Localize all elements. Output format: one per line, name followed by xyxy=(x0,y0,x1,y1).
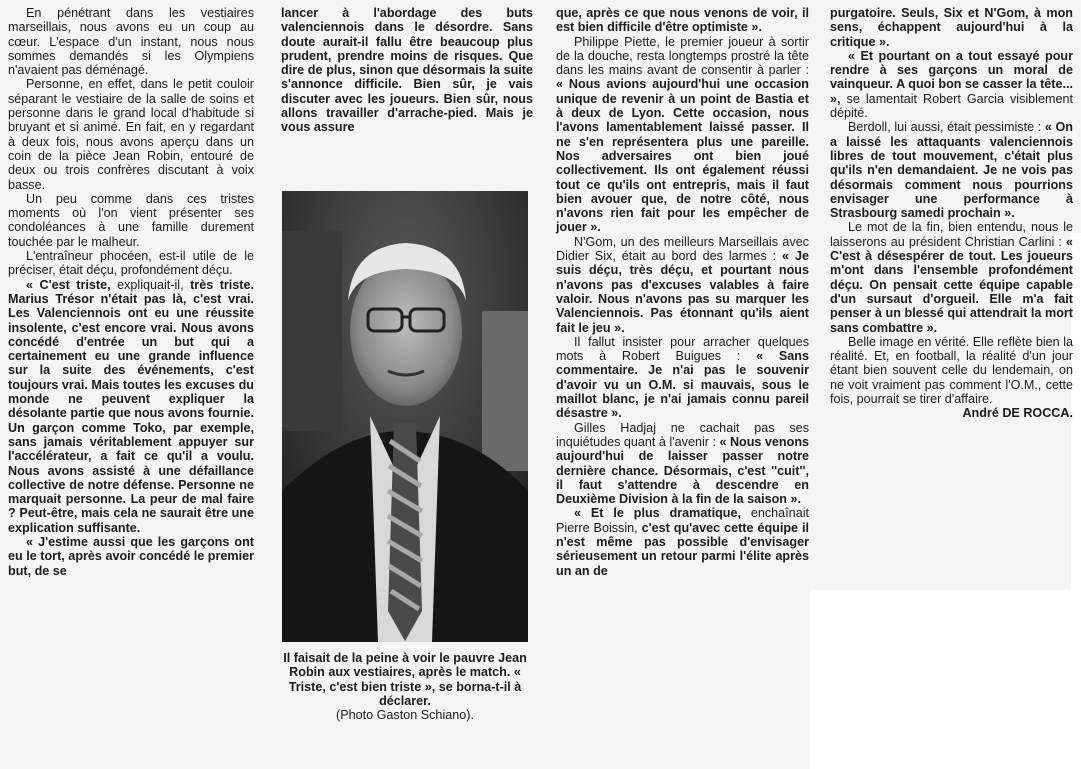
author-signature: André DE ROCCA. xyxy=(962,406,1073,421)
quote-text: « Nous avions aujourd'hui une occasion unique de revenir à un point de Bastia et à deux de Lyon. Cette occasion, nous l'avons lamentablement laissé passer. Il ne s'en représentera plus une pareille. Nos adversaires ont bien joué collectivement. Ils ont également réussi tout ce qu'ils ont entrepris, mais il faut bien avouer que, de notre côté, nous n'avons rien fait pour les empêcher de jouer ». xyxy=(556,77,809,235)
paragraph xyxy=(556,335,809,421)
quote-text: très triste. Marius Trésor n'était pas là, c'est vrai. Les Valenciennois ont eu une réussite insolente, c'est encore vrai. Nous avons concédé d'entrée un but qui a certainement eu une grande influence sur la suite des événements, c'est toujours vrai. Mais toutes les excuses du monde ne peuvent expliquer la désolante partie que nous avons fournie. Un garçon comme Toko, par exemple, sans jamais véritablement appuyer sur l'accélérateur, a fait ce qu'il a voulu. Nous avons assisté à une défaillance collective de notre défense. Personne ne marquait personne. La peur de mal faire ? Peut-être, mais cela ne saurait être une explication suffisante. xyxy=(8,277,254,535)
paragraph xyxy=(556,421,809,507)
body-text: Le mot de la fin, bien entendu, nous le laisserons au président Christian Carlini : xyxy=(830,220,1073,249)
paragraph xyxy=(281,6,533,135)
quote-text: lancer à l'abordage des buts valenciennois dans le désordre. Sans doute aurait-il fallu être beaucoup plus prudent, prendre moins de risques. Que dire de plus, sinon que désormais la suite s'annonce difficile. Bien sûr, je vais discuter avec les joueurs. Bien sûr, nous allons travailler d'arrache-pied. Mais je vous assure xyxy=(281,6,533,135)
quote-text: « C'est triste, xyxy=(26,277,111,292)
quote-text: « C'est à désespérer de tout. Les joueurs m'ont dans l'ensemble profondément déçu. On pensait cette équipe capable d'un sursaut d'orgueil. Elle m'a fait penser à un blessé qui attendrait la mort sans combattre ». xyxy=(830,234,1073,335)
article-column-3 xyxy=(556,6,809,578)
quote-text: purgatoire. Seuls, Six et N'Gom, à mon sens, échappent aujourd'hui à la critique ». xyxy=(830,6,1073,49)
margin-blank xyxy=(810,590,1081,769)
quote-text: « J'estime aussi que les garçons ont eu le tort, après avoir concédé le premier but, de se xyxy=(8,534,254,578)
photo-caption xyxy=(282,651,528,722)
paragraph: Personne, en effet, dans le petit couloir séparant le vestiaire de la salle de soins et personne dans le grand local d'habitude si bruyant et si animé. En fait, en y regardant à deux fois, nous avons aperçu dans un coin de la pièce Jean Robin, entouré de deux ou trois confrères discutant à voix basse. xyxy=(8,77,254,192)
paragraph xyxy=(556,35,809,235)
body-text: se lamentait Robert Garcia visiblement dépité. xyxy=(830,91,1073,121)
paragraph xyxy=(830,120,1073,220)
body-text: Il fallut insister pour arracher quelques mots à Robert Buigues : xyxy=(556,334,809,364)
quote-text: « Et le plus dramatique, xyxy=(574,506,751,521)
photo-jean-robin xyxy=(282,191,528,642)
body-text: Philippe Piette, le premier joueur à sortir de la douche, resta longtemps prostré la tête dans les mains avant de consentir à parler : xyxy=(556,34,809,78)
paragraph xyxy=(556,235,809,335)
body-text: N'Gom, un des meilleurs Marseillais avec Didier Six, était au bord des larmes : xyxy=(556,234,809,264)
paragraph: Un peu comme dans ces tristes moments où l'on vient présenter ses condoléances à une famille durement touchée par le malheur. xyxy=(8,191,254,249)
quote-text: « Et pourtant on a tout essayé pour rendre à ses garçons un moral de vainqueur. A quoi bon se casser la tête... », xyxy=(830,48,1073,106)
quote-text: « On a laissé les attaquants valenciennois libres de tout mouvement, c'était plus qu'ils n'en demandaient. Je ne vois pas désormais comment nous pourrions envisager une performance à Strasbourg samedi prochain ». xyxy=(830,120,1073,221)
attribution-text: expliquait-il, xyxy=(110,277,191,292)
paragraph: Belle image en vérité. Elle reflète bien la réalité. Et, en football, la réalité d'un jour étant bien souvent celle du lendemain, on ne voit vraiment pas comment l'O.M., cette fois, pourrait se tirer d'affaire. xyxy=(830,334,1073,407)
paragraph xyxy=(8,278,254,535)
body-text: Berdoll, lui aussi, était pessimiste : xyxy=(848,120,1045,135)
paragraph xyxy=(556,506,809,577)
quote-text: « Sans commentaire. Je n'ai pas le souvenir d'avoir vu un O.M. si mauvais, sous le maillot blanc, je n'ai jamais connu pareil désastre ». xyxy=(556,349,809,421)
article-column-1 xyxy=(8,6,254,578)
paragraph: L'entraîneur phocéen, est-il utile de le préciser, était déçu, profondément déçu. xyxy=(8,249,254,278)
quote-text: que, après ce que nous venons de voir, il est bien difficile d'être optimiste ». xyxy=(556,6,809,35)
paragraph xyxy=(830,220,1073,334)
paragraph: En pénétrant dans les vestiaires marseillais, nous avons eu un coup au cœur. L'espace d'un instant, nous nous sommes demandés si les Olympiens n'avaient pas déménagé. xyxy=(8,6,254,78)
body-text: Gilles Hadjaj ne cachait pas ses inquiétudes quant à l'avenir : xyxy=(556,420,809,449)
paragraph xyxy=(8,535,254,578)
article-column-4 xyxy=(830,6,1073,421)
paragraph xyxy=(830,49,1073,120)
quote-text: « Je suis déçu, très déçu, et pourtant nous n'avons pas d'excuses valables à faire valoir. Nous n'avons pas su marquer les Valenciennois. Pas étonnant qu'ils aient fait le jeu ». xyxy=(556,249,809,335)
portrait-image xyxy=(282,191,528,642)
quote-text: « Nous venons aujourd'hui de laisser passer notre dernière chance. Désormais, c'est ''cuit'', il faut s'attendre à descendre en Deuxième Division à la fin de la saison ». xyxy=(556,434,810,507)
caption-text: Il faisait de la peine à voir le pauvre Jean Robin aux vestiaires, après le match. « Triste, c'est bien triste », se borna-t-il à déclarer. xyxy=(283,651,527,708)
article-column-2 xyxy=(281,6,533,135)
quote-text: c'est qu'avec cette équipe il n'est même pas possible d'envisager sérieusement un retour parmi l'élite après un an de xyxy=(556,520,809,578)
paragraph xyxy=(830,6,1073,49)
body-text: enchaînait Pierre Boissin, xyxy=(556,506,809,535)
photo-credit: (Photo Gaston Schiano). xyxy=(336,708,474,723)
paragraph xyxy=(556,6,809,35)
